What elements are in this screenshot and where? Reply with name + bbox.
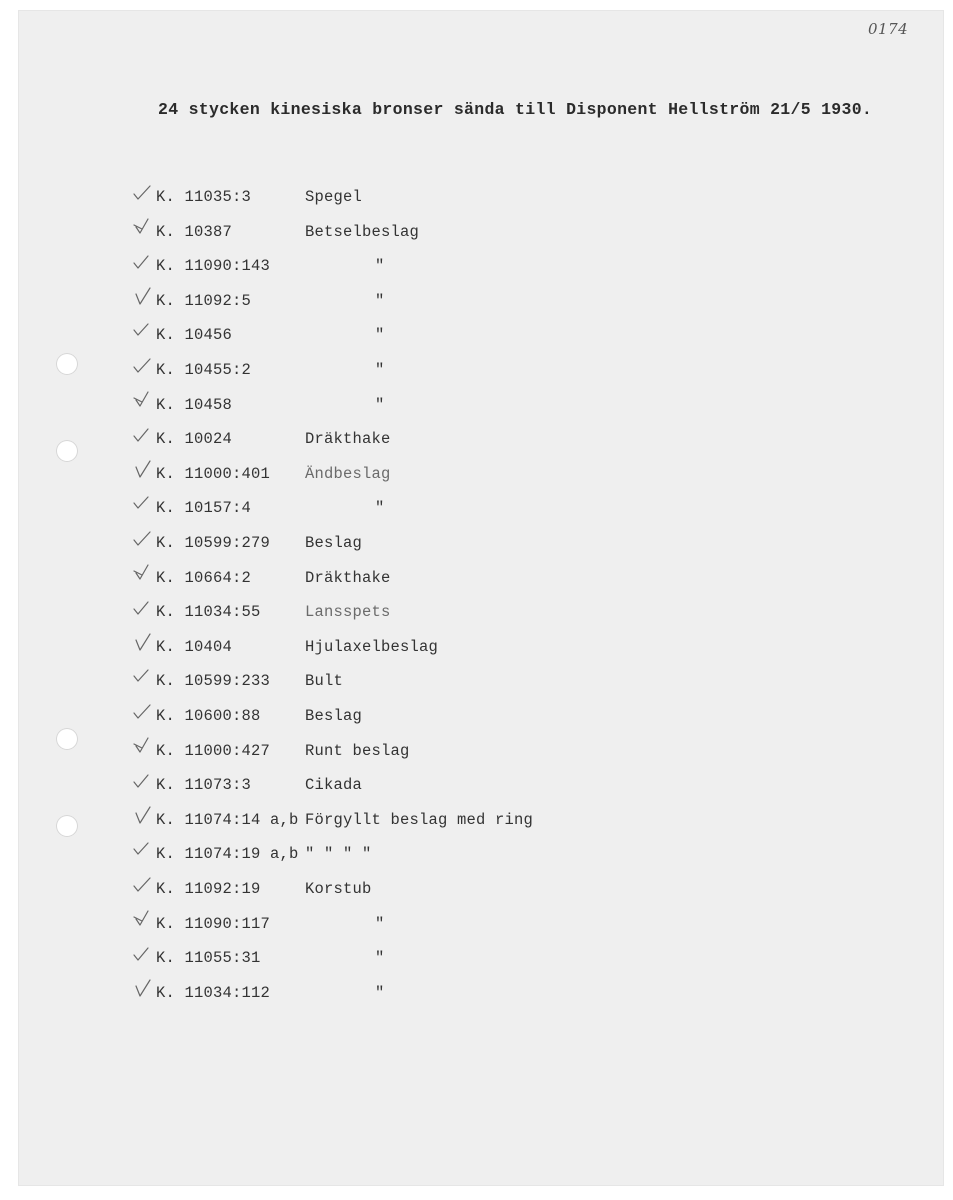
item-description: " bbox=[375, 499, 385, 518]
item-description: Beslag bbox=[305, 707, 363, 725]
item-number: K. 10024 bbox=[156, 430, 233, 449]
item-description: " bbox=[375, 914, 385, 933]
check-mark-icon bbox=[128, 803, 158, 831]
item-description: Spegel bbox=[305, 188, 363, 206]
list-item bbox=[0, 357, 926, 385]
item-description: Dräkthake bbox=[305, 568, 391, 587]
check-mark-icon bbox=[128, 561, 158, 589]
list-item bbox=[0, 876, 926, 904]
item-number: K. 11000:427 bbox=[156, 741, 271, 760]
item-number: K. 11092:19 bbox=[156, 880, 261, 898]
item-description: Lansspets bbox=[305, 603, 391, 622]
item-number: K. 10600:88 bbox=[156, 707, 261, 725]
item-description: Dräkthake bbox=[305, 430, 391, 449]
item-number: K. 10404 bbox=[156, 637, 233, 656]
item-number: K. 11073:3 bbox=[156, 776, 252, 795]
check-mark-icon bbox=[128, 837, 158, 865]
item-description: " bbox=[375, 949, 385, 968]
list-item bbox=[0, 841, 926, 869]
item-number: K. 11074:14 a,b bbox=[156, 810, 299, 829]
item-number: K. 11090:117 bbox=[156, 914, 271, 933]
item-description: Bult bbox=[305, 672, 344, 691]
check-mark-icon bbox=[128, 872, 158, 900]
item-description: " bbox=[375, 291, 385, 310]
list-item bbox=[0, 980, 926, 1008]
list-item bbox=[0, 945, 926, 973]
list-item bbox=[0, 911, 926, 939]
item-number: K. 11090:143 bbox=[156, 257, 271, 276]
check-mark-icon bbox=[128, 318, 158, 346]
check-mark-icon bbox=[128, 249, 158, 277]
item-description: Hjulaxelbeslag bbox=[305, 637, 439, 656]
list-item bbox=[0, 288, 926, 316]
item-description: " bbox=[375, 257, 385, 276]
item-description: Ändbeslag bbox=[305, 464, 391, 483]
item-number: K. 10458 bbox=[156, 395, 233, 414]
check-mark-icon bbox=[128, 457, 158, 485]
check-mark-icon bbox=[128, 976, 158, 1004]
item-description: Cikada bbox=[305, 776, 363, 795]
check-mark-icon bbox=[128, 388, 158, 416]
item-description: " bbox=[375, 395, 385, 414]
item-number: K. 11035:3 bbox=[156, 188, 252, 206]
list-item bbox=[0, 738, 926, 766]
check-mark-icon bbox=[128, 284, 158, 312]
list-item bbox=[0, 703, 926, 731]
check-mark-icon bbox=[128, 422, 158, 450]
check-mark-icon bbox=[128, 215, 158, 243]
document-heading: 24 stycken kinesiska bronser sända till Disponent Hellström 21/5 1930. bbox=[158, 100, 873, 119]
list-item bbox=[0, 495, 926, 523]
check-mark-icon bbox=[128, 353, 158, 381]
list-item bbox=[0, 599, 926, 627]
item-number: K. 10599:233 bbox=[156, 672, 271, 691]
list-item bbox=[0, 322, 926, 350]
item-number: K. 11055:31 bbox=[156, 949, 261, 968]
list-item bbox=[0, 530, 926, 558]
item-number: K. 11034:55 bbox=[156, 603, 261, 622]
item-description: Runt beslag bbox=[305, 741, 410, 760]
check-mark-icon bbox=[128, 768, 158, 796]
item-number: K. 10455:2 bbox=[156, 361, 252, 379]
check-mark-icon bbox=[128, 941, 158, 969]
item-number: K. 10387 bbox=[156, 222, 233, 241]
item-number: K. 11000:401 bbox=[156, 464, 271, 483]
check-mark-icon bbox=[128, 699, 158, 727]
list-item bbox=[0, 184, 926, 212]
check-mark-icon bbox=[128, 630, 158, 658]
list-item bbox=[0, 668, 926, 696]
item-number: K. 10456 bbox=[156, 326, 233, 345]
check-mark-icon bbox=[128, 734, 158, 762]
check-mark-icon bbox=[128, 491, 158, 519]
item-description: Beslag bbox=[305, 534, 363, 552]
page-number: 0174 bbox=[868, 20, 909, 38]
item-description: Korstub bbox=[305, 880, 372, 898]
item-number: K. 11034:112 bbox=[156, 983, 271, 1002]
list-item bbox=[0, 634, 926, 662]
list-item bbox=[0, 426, 926, 454]
item-description: " bbox=[375, 983, 385, 1002]
item-description: Betselbeslag bbox=[305, 222, 420, 241]
item-description: " bbox=[375, 361, 385, 379]
item-number: K. 10664:2 bbox=[156, 568, 252, 587]
list-item bbox=[0, 772, 926, 800]
item-description: " " " " bbox=[305, 845, 372, 864]
list-item bbox=[0, 461, 926, 489]
list-item bbox=[0, 253, 926, 281]
item-number: K. 11074:19 a,b bbox=[156, 845, 299, 864]
list-item bbox=[0, 219, 926, 247]
check-mark-icon bbox=[128, 907, 158, 935]
list-item bbox=[0, 807, 926, 835]
list-item bbox=[0, 392, 926, 420]
item-number: K. 10157:4 bbox=[156, 499, 252, 518]
check-mark-icon bbox=[128, 526, 158, 554]
check-mark-icon bbox=[128, 180, 158, 208]
item-description: " bbox=[375, 326, 385, 345]
item-number: K. 11092:5 bbox=[156, 291, 252, 310]
item-description: Förgyllt beslag med ring bbox=[305, 810, 534, 829]
list-item bbox=[0, 565, 926, 593]
check-mark-icon bbox=[128, 664, 158, 692]
item-number: K. 10599:279 bbox=[156, 534, 271, 552]
check-mark-icon bbox=[128, 595, 158, 623]
